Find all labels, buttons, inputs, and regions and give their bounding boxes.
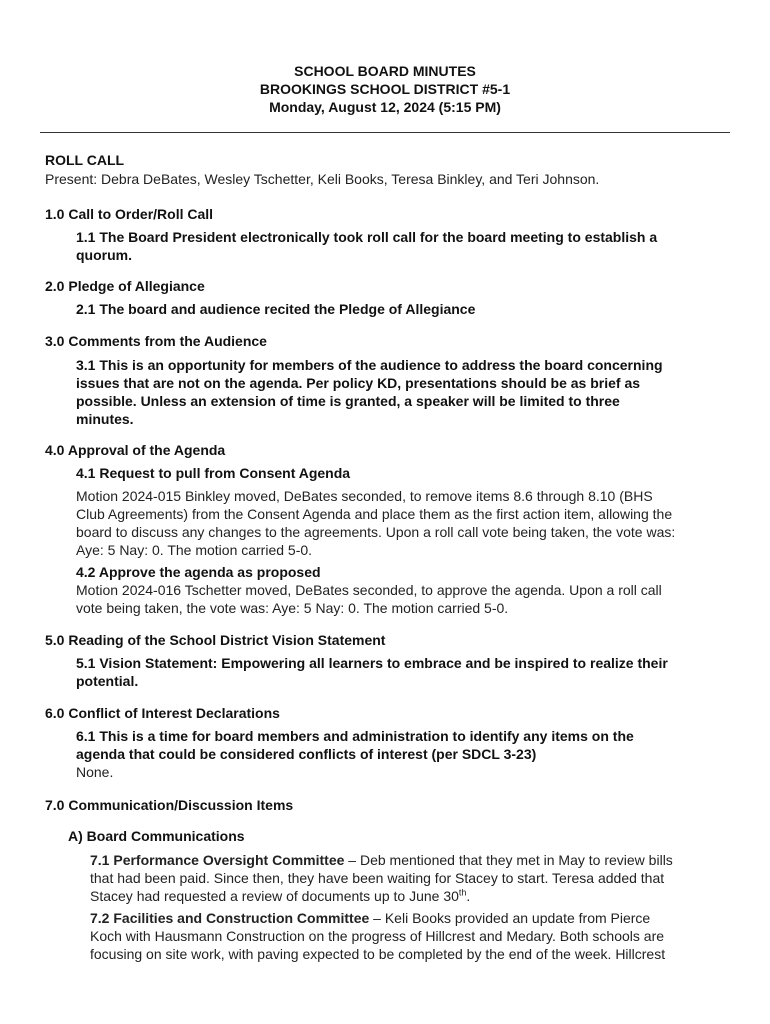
section-2-heading: 2.0 Pledge of Allegiance [45,278,205,294]
item-4-2: 4.2 Approve the agenda as proposed [76,564,321,580]
item-6-1-line: agenda that could be considered conflicts of interest (per SDCL 3-23) [76,746,537,762]
item-3-1-line: 3.1 This is an opportunity for members of the audience to address the board concerning [76,357,663,373]
district-name: BROOKINGS SCHOOL DISTRICT #5-1 [259,81,511,97]
item-6-1-line: 6.1 This is a time for board members and administration to identify any items on the [76,728,634,744]
item-7-1-line [90,887,726,905]
motion-2024-016 [76,581,726,617]
item-6-1-none: None. [76,764,114,780]
motion-2024-015 [76,487,726,559]
item-3-1 [76,356,726,428]
item-3-1-line: issues that are not on the agenda. Per policy KD, presentations should be as brief as [76,375,641,391]
section-1-heading: 1.0 Call to Order/Roll Call [45,206,214,222]
item-7-1-line: that had been paid. Since then, they have been waiting for Stacey to start. Teresa added that [90,870,665,886]
motion-line: Motion 2024-016 Tschetter moved, DeBates seconded, to approve the agenda. Upon a roll call [76,582,662,598]
item-1-1-line: 1.1 The Board President electronically took roll call for the board meeting to establish a [76,229,658,245]
document-header [0,62,770,116]
document-title: SCHOOL BOARD MINUTES [294,63,476,79]
section-5-heading: 5.0 Reading of the School District Vision Statement [45,632,386,648]
item-7-1-line [90,851,726,869]
item-7-2-title: 7.2 Facilities and Construction Committee [90,910,370,926]
section-7-heading: 7.0 Communication/Discussion Items [45,797,294,813]
item-5-1-line: 5.1 Vision Statement: Empowering all learners to embrace and be inspired to realize their [76,655,668,671]
item-3-1-line: minutes. [76,411,134,427]
board-communications-heading: A) Board Communications [68,828,245,844]
item-4-1: 4.1 Request to pull from Consent Agenda [76,465,351,481]
item-7-2-line: Koch with Hausmann Construction on the progress of Hillcrest and Medary. Both schools are [90,928,665,944]
item-1-1 [76,228,726,264]
roll-call-heading: ROLL CALL [45,152,125,168]
item-7-2 [90,909,726,963]
item-3-1-line: possible. Unless an extension of time is granted, a speaker will be limited to three [76,393,620,409]
section-6-heading: 6.0 Conflict of Interest Declarations [45,705,280,721]
motion-line: vote being taken, the vote was: Aye: 5 Nay: 0. The motion carried 5-0. [76,600,509,616]
meeting-date: Monday, August 12, 2024 (5:15 PM) [269,99,501,115]
section-3-heading: 3.0 Comments from the Audience [45,333,267,349]
item-7-2-line: focusing on site work, with paving expected to be completed by the end of the week. Hillcrest [90,946,666,962]
item-1-1-line: quorum. [76,247,132,263]
item-7-1-text: – Deb mentioned that they met in May to review bills [344,852,673,868]
item-2-1: 2.1 The board and audience recited the Pledge of Allegiance [76,301,476,317]
ordinal-suffix: th [458,887,467,898]
roll-call-present: Present: Debra DeBates, Wesley Tschetter, Keli Books, Teresa Binkley, and Teri Johnson. [45,171,600,187]
motion-line: Aye: 5 Nay: 0. The motion carried 5-0. [76,542,313,558]
item-5-1-line: potential. [76,673,139,689]
motion-line: board to discuss any changes to the agreements. Upon a roll call vote being taken, the vote was: [76,524,676,540]
item-7-1 [90,851,726,905]
item-7-1-title: 7.1 Performance Oversight Committee [90,852,345,868]
item-6-1 [76,727,726,763]
item-7-2-line [90,909,726,927]
motion-line: Motion 2024-015 Binkley moved, DeBates seconded, to remove items 8.6 through 8.10 (BHS [76,488,653,504]
header-divider [40,132,730,133]
motion-line: Club Agreements) from the Consent Agenda and place them as the first action item, allowing the [76,506,673,522]
item-7-2-text: – Keli Books provided an update from Pierce [369,910,651,926]
section-4-heading: 4.0 Approval of the Agenda [45,442,226,458]
item-7-1-text: . [466,888,471,904]
item-5-1 [76,654,726,690]
item-7-1-text: Stacey had requested a review of documents up to June 30 [90,888,459,904]
